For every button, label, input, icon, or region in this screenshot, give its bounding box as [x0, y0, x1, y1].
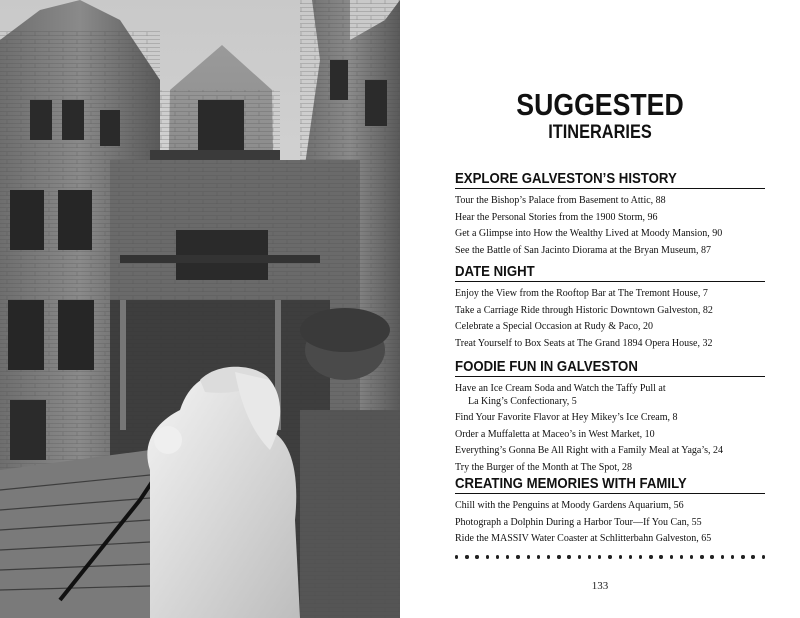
list-item: Ride the MASSIV Water Coaster at Schlitterbahn Galveston, 65: [455, 533, 712, 545]
list-item-line: Have an Ice Cream Soda and Watch the Taffy Pull at: [455, 383, 666, 394]
section-foodie: [455, 358, 765, 476]
list-item: Everything’s Gonna Be All Right with a Family Meal at Yaga’s, 24: [455, 445, 724, 457]
list-item: See the Battle of San Jacinto Diorama at the Bryan Museum, 87: [455, 244, 712, 256]
divider-dot: [496, 555, 499, 558]
list-item: Try the Burger of the Month at The Spot, 28: [455, 461, 633, 473]
list-item: Chill with the Penguins at Moody Gardens Aquarium, 56: [455, 500, 684, 511]
page-title: [400, 88, 800, 144]
divider-dot: [629, 555, 632, 558]
divider-dot: [762, 555, 765, 558]
list-item: Hear the Personal Stories from the 1900 Storm, 96: [455, 211, 658, 223]
section-date-night: [455, 263, 765, 352]
list-item: Order a Muffaletta at Maceo’s in West Market, 10: [455, 428, 655, 440]
list-item-continuation: La King’s Confectionary, 5: [468, 395, 577, 407]
section-heading: CREATING MEMORIES WITH FAMILY: [455, 475, 765, 494]
section-history: [455, 170, 765, 259]
divider-dot: [557, 555, 560, 558]
divider-dot: [567, 555, 570, 558]
divider-dot: [486, 555, 489, 558]
list-item: Tour the Bishop’s Palace from Basement to Attic, 88: [455, 195, 666, 206]
list-item: Enjoy the View from the Rooftop Bar at The Tremont House, 7: [455, 288, 708, 299]
section-heading: DATE NIGHT: [455, 263, 765, 282]
divider-dot: [516, 555, 519, 558]
title-main: SUGGESTED: [516, 87, 684, 122]
divider-dot: [619, 555, 622, 558]
section-heading: EXPLORE GALVESTON’S HISTORY: [455, 170, 765, 189]
divider-dot: [659, 555, 662, 558]
divider-dot: [700, 555, 703, 558]
divider-dot: [680, 555, 683, 558]
dotted-divider: [455, 554, 765, 560]
section-heading: FOODIE FUN IN GALVESTON: [455, 358, 765, 377]
section-family: [455, 475, 765, 548]
list-item: Treat Yourself to Box Seats at The Grand 1894 Opera House, 32: [455, 337, 713, 349]
itinerary-page: [400, 0, 800, 618]
divider-dot: [710, 555, 713, 558]
divider-dot: [588, 555, 591, 558]
page-number: 133: [591, 580, 609, 592]
list-item: Photograph a Dolphin During a Harbor Tour—If You Can, 55: [455, 516, 702, 528]
divider-dot: [455, 555, 458, 558]
divider-dot: [598, 555, 601, 558]
divider-dot: [639, 555, 642, 558]
divider-dot: [527, 555, 530, 558]
divider-dot: [475, 555, 478, 558]
list-item: Find Your Favorite Flavor at Hey Mikey’s Ice Cream, 8: [455, 412, 678, 423]
divider-dot: [537, 555, 540, 558]
divider-dot: [506, 555, 509, 558]
divider-dot: [690, 555, 693, 558]
divider-dot: [721, 555, 724, 558]
divider-dot: [465, 555, 468, 558]
divider-dot: [649, 555, 652, 558]
divider-dot: [751, 555, 754, 558]
divider-dot: [731, 555, 734, 558]
list-item: [455, 381, 765, 410]
divider-dot: [670, 555, 673, 558]
divider-dot: [608, 555, 611, 558]
list-item: Celebrate a Special Occasion at Rudy & Paco, 20: [455, 321, 653, 333]
divider-dot: [547, 555, 550, 558]
divider-dot: [741, 555, 744, 558]
title-sub: ITINERARIES: [548, 122, 652, 143]
list-item: Get a Glimpse into How the Wealthy Lived at Moody Mansion, 90: [455, 228, 723, 240]
divider-dot: [578, 555, 581, 558]
list-item: Take a Carriage Ride through Historic Downtown Galveston, 82: [455, 304, 713, 316]
